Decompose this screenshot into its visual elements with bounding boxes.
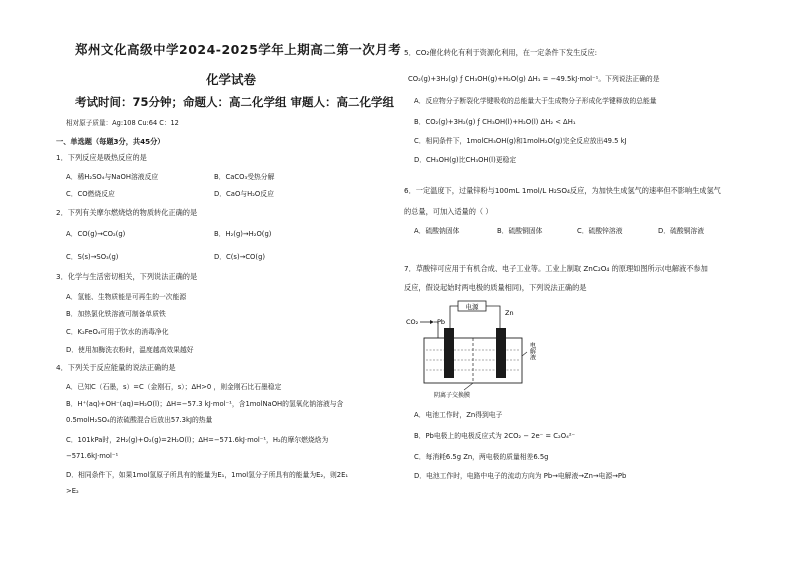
- question-6-option-d: D．硫酸铜溶液: [658, 227, 705, 235]
- question-2-option-d: D．C(s)→CO(g): [214, 253, 266, 261]
- question-4-line: −571.6kJ·mol⁻¹: [66, 452, 119, 460]
- question-5-stem: 5．CO₂催化转化有利于资源化利用，在一定条件下发生反应:: [404, 48, 598, 57]
- electrolyte-label: 电解液: [528, 342, 536, 360]
- question-1-option-d: D．CaO与H₂O反应: [214, 190, 274, 198]
- question-6-stem-continued: 的总量，可加入适量的（ ）: [404, 207, 493, 216]
- question-5-option-d: D．CH₃OH(g)比CH₃OH(l)更稳定: [414, 156, 517, 164]
- question-3-option-d: D．使用加酶洗衣粉时，温度越高效果越好: [66, 346, 194, 354]
- exam-info: 考试时间：75分钟；命题人：高二化学组 审题人：高二化学组: [75, 95, 395, 109]
- power-source-label: 电源: [465, 303, 479, 311]
- question-6-stem: 6．一定温度下，过量锌粉与100mL 1mol/L H₂SO₄反应，为加快生成氢气的速率但不影响生成氢气: [404, 186, 721, 195]
- question-6-option-c: C．硫酸锌溶液: [577, 227, 623, 235]
- question-6-option-a: A．硫酸钠固体: [414, 227, 460, 235]
- question-3-option-b: B．加热氯化铁溶液可制备单质铁: [66, 310, 166, 318]
- section-heading: 一、单选题（每题3分，共45分）: [56, 137, 165, 146]
- question-1-stem: 1．下列反应是吸热反应的是: [56, 153, 147, 162]
- zn-electrode: [496, 328, 506, 378]
- question-5-equation: CO₂(g)+3H₂(g) ƒ CH₃OH(g)+H₂O(g) ΔH₁ = −49.5kJ·mol⁻¹。下列说法正确的是: [408, 75, 660, 83]
- question-5-option-b: B．CO₂(g)+3H₂(g) ƒ CH₃OH(l)+H₂O(l) ΔH₂ < ΔH₁: [414, 118, 576, 126]
- question-3-option-a: A．氢能、生物质能是可再生的一次能源: [66, 293, 187, 301]
- question-3-option-c: C．K₂FeO₄可用于饮水的消毒净化: [66, 328, 169, 336]
- question-4-line: C．101kPa时，2H₂(g)+O₂(g)=2H₂O(l)；ΔH=−571.6kJ·mol⁻¹，H₂的摩尔燃烧焓为: [66, 436, 329, 444]
- zn-label: Zn: [505, 309, 514, 317]
- question-2-stem: 2．下列有关摩尔燃烧焓的物质转化正确的是: [56, 208, 198, 217]
- question-5-option-a: A．反应物分子断裂化学键吸收的总能量大于生成物分子形成化学键释放的总能量: [414, 97, 657, 105]
- question-4-line: 0.5molH₂SO₄的浓硫酸混合后放出57.3kJ的热量: [66, 416, 213, 424]
- question-2-option-c: C．S(s)→SO₃(g): [66, 253, 119, 261]
- arrow-icon: [430, 320, 434, 324]
- question-1-option-b: B．CaCO₃受热分解: [214, 173, 275, 181]
- co2-label: CO₂: [406, 318, 419, 326]
- question-2-option-b: B．H₂(g)→H₂O(g): [214, 230, 272, 238]
- question-4-line: D．相同条件下，如果1mol氢原子所具有的能量为E₁，1mol氢分子所具有的能量为E₂，则2E₁: [66, 471, 349, 479]
- question-7-stem-continued: 反应，假设起始时两电极的质量相同)，下列说法正确的是: [404, 283, 587, 292]
- question-4-line: B．H⁺(aq)+OH⁻(aq)=H₂O(l)；ΔH=−57.3 kJ·mol⁻¹，含1molNaOH的氢氧化钠溶液与含: [66, 400, 344, 408]
- pb-electrode: [444, 328, 454, 378]
- pb-label: Pb: [437, 318, 446, 326]
- question-4-stem: 4．下列关于反应能量的说法正确的是: [56, 363, 176, 372]
- question-7-option-a: A．电池工作时，Zn得到电子: [414, 411, 503, 419]
- question-7-option-d: D．电池工作时，电路中电子的流动方向为 Pb→电解液→Zn→电源→Pb: [414, 472, 627, 480]
- question-7-option-b: B．Pb电极上的电极反应式为 2CO₂ − 2e⁻ = C₂O₄²⁻: [414, 432, 576, 440]
- exam-subtitle: 化学试卷: [206, 72, 257, 87]
- question-2-option-a: A．CO(g)→CO₂(g): [66, 230, 126, 238]
- question-7-option-c: C．每消耗6.5g Zn，两电极的质量相差6.5g: [414, 453, 549, 461]
- question-4-line: >E₂: [66, 487, 79, 495]
- electrolysis-diagram: [404, 298, 544, 400]
- question-5-option-c: C．相同条件下，1molCH₃OH(g)和1molH₂O(g)完全反应放出49.5 kJ: [414, 137, 627, 145]
- question-7-stem: 7．草酸锌可应用于有机合成、电子工业等。工业上制取 ZnC₂O₄ 的原理如图所示(电解液不参加: [404, 264, 708, 273]
- question-6-option-b: B．硫酸铜固体: [497, 227, 543, 235]
- membrane-label: 阴离子交换膜: [434, 392, 471, 399]
- question-1-option-c: C．CO燃烧反应: [66, 190, 115, 198]
- question-4-line: A．已知C（石墨，s）=C（金刚石，s）；ΔH>0 ，则金刚石比石墨稳定: [66, 383, 282, 391]
- atomic-mass-line: 相对原子质量：Ag:108 Cu:64 C：12: [66, 119, 179, 127]
- question-3-stem: 3．化学与生活密切相关，下列说法正确的是: [56, 272, 198, 281]
- question-1-option-a: A．稀H₂SO₄与NaOH溶液反应: [66, 173, 159, 181]
- exam-title: 郑州文化高级中学2024-2025学年上期高二第一次月考: [75, 42, 402, 57]
